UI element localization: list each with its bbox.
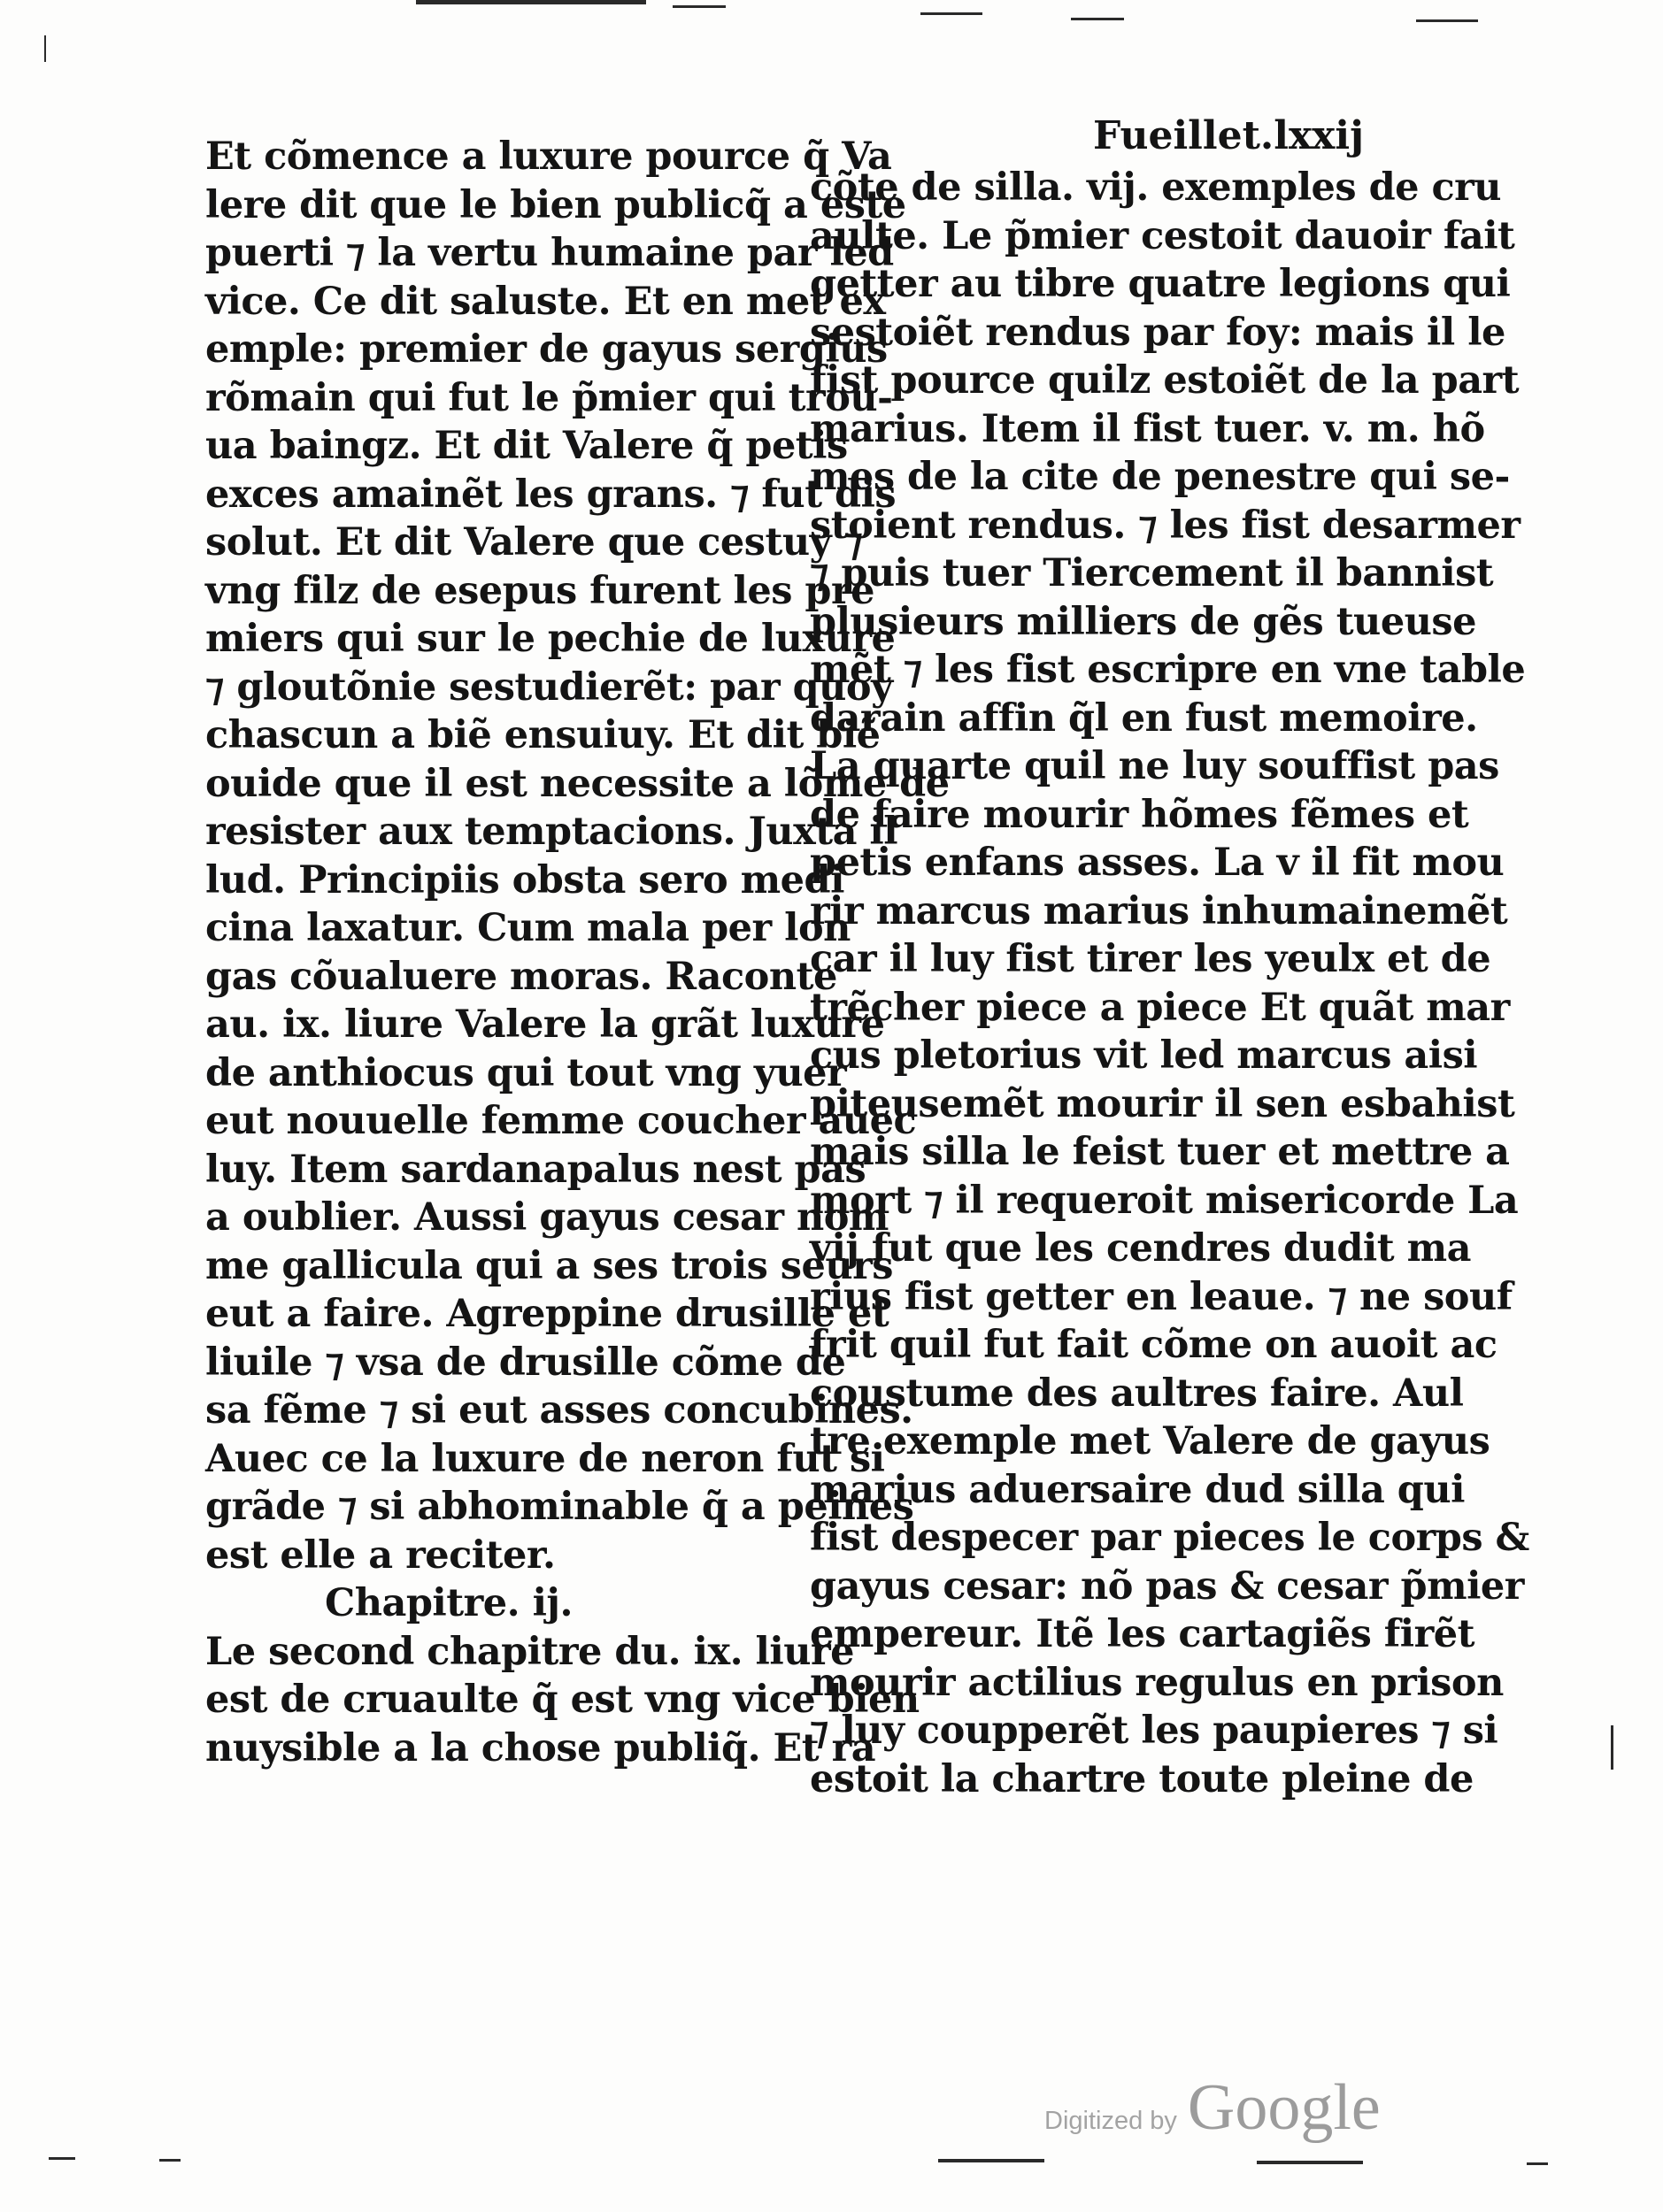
text-line: Et cõmence a luxure pource q̃ Va [205,134,892,179]
text-line: est elle a reciter. [205,1532,556,1578]
text-line: est de cruaulte q̃ est vng vice bien [205,1678,920,1722]
scan-edge-mark [44,35,46,62]
left-text-column [205,133,950,1772]
text-line: de anthiocus qui tout vng yuer [205,1050,847,1095]
text-line: vice. Ce dit saluste. Et en met ex [205,279,886,324]
text-line: eut a faire. Agreppine drusille et [205,1292,889,1336]
text-line: fist despecer par pieces le corps & [810,1516,1529,1560]
text-line: nuysible a la chose publiq̃. Et ra [205,1725,876,1770]
text-line: ⁊ luy coupperẽt les paupieres ⁊ si [810,1709,1498,1753]
text-line: puerti ⁊ la vertu humaine par led [205,231,894,275]
digitized-watermark [1044,2070,1381,2146]
text-line: cõte de silla. vij. exemples de cru [810,165,1502,210]
scan-edge-mark [1071,18,1124,20]
google-logo: Google [1187,2071,1381,2144]
scan-edge-mark [1416,19,1478,22]
text-line: piteusemẽt mourir il sen esbahist [810,1081,1515,1126]
text-line: rir marcus marius inhumainemẽt [810,888,1508,933]
text-line: eut nouuelle femme coucher auec [205,1099,917,1143]
text-line: lere dit que le bien publicq̃ a este [205,182,906,227]
scan-edge-mark [673,5,726,8]
text-line: empereur. Itẽ les cartagiẽs firẽt [810,1612,1474,1656]
text-line: marius aduersaire dud silla qui [810,1467,1465,1512]
scan-edge-mark [938,2159,1044,2162]
text-line: getter au tibre quatre legions qui [810,262,1511,306]
text-line: mort ⁊ il requeroit misericorde La [810,1178,1519,1223]
text-line: chascun a biẽ ensuiuy. Et dit biẽ [205,713,881,757]
text-line: a oublier. Aussi gayus cesar nom [205,1195,889,1240]
chapter-heading: Chapitre. ij. [325,1581,573,1625]
scan-edge-mark [1611,1725,1613,1770]
text-line: tre exemple met Valere de gayus [810,1419,1490,1463]
text-line: mais silla le feist tuer et mettre a [810,1130,1510,1174]
text-line: cina laxatur. Cum mala per lon [205,906,851,950]
text-line: cus pletorius vit led marcus aisi [810,1033,1478,1078]
text-line: solut. Et dit Valere que cestuy ⁊ [205,520,863,565]
text-line: fist pource quilz estoiẽt de la part [810,358,1520,403]
text-line: sa fẽme ⁊ si eut asses concubines. [205,1388,913,1432]
text-line: me gallicula qui a ses trois seurs [205,1243,893,1288]
scan-edge-mark [416,0,646,4]
text-line: darain affin q̃l en fust memoire. [810,695,1478,741]
right-text-column [810,164,1529,1803]
text-line: trẽcher piece a piece Et quãt mar [810,985,1510,1030]
watermark-prefix: Digitized by [1044,2107,1177,2135]
text-line: mẽt ⁊ les fist escripre en vne table [810,648,1526,692]
text-line: ⁊ gloutõnie sestudierẽt: par quoy [205,664,893,710]
text-line: ouide que il est necessite a lõme de [205,761,950,806]
text-line: resister aux temptacions. Juxta il [205,810,898,854]
text-line: miers qui sur le pechie de luxure [205,617,896,661]
scan-edge-mark [49,2157,75,2160]
scan-edge-mark [1527,2162,1548,2165]
text-line: mourir actilius regulus en prison [810,1660,1504,1705]
text-line: estoit la chartre toute pleine de [810,1756,1474,1801]
text-line: gayus cesar: nõ pas & cesar p̃mier [810,1563,1524,1609]
folio-number: Fueillet.lxxij [1093,113,1365,158]
scan-edge-mark [1257,2161,1363,2164]
text-line: vng filz de esepus furent les pre [205,568,874,613]
text-line: aulte. Le p̃mier cestoit dauoir fait [810,213,1515,258]
text-line: rõmain qui fut le p̃mier qui trou- [205,375,893,420]
text-line: mes de la cite de penestre qui se- [810,455,1510,499]
text-line: de faire mourir hõmes fẽmes et [810,792,1469,837]
text-line: grãde ⁊ si abhominable q̃ a peines [205,1485,914,1529]
text-line: exces amainẽt les grans. ⁊ fut dis [205,472,897,517]
text-line: lud. Principiis obsta sero medi [205,857,844,902]
text-line: stoient rendus. ⁊ les fist desarmer [810,503,1521,548]
text-line: luy. Item sardanapalus nest pas [205,1147,866,1192]
text-line: rius fist getter en leaue. ⁊ ne souf [810,1274,1513,1319]
scan-edge-mark [920,12,982,15]
text-line: coustume des aultres faire. Aul [810,1371,1464,1416]
scan-edge-mark [159,2159,181,2162]
text-line: emple: premier de gayus sergius [205,327,888,372]
text-line: liuile ⁊ vsa de drusille cõme de [205,1340,846,1385]
text-line: gas cõualuere moras. Raconte [205,954,837,999]
text-line: petis enfans asses. La v il fit mou [810,841,1505,885]
text-line: vij fut que les cendres dudit ma [810,1226,1471,1271]
text-line: plusieurs milliers de gẽs tueuse [810,599,1477,644]
text-line: Auec ce la luxure de neron fut si [205,1436,885,1481]
text-line: sestoiẽt rendus par foy: mais il le [810,310,1505,355]
text-line: Le second chapitre du. ix. liure [205,1629,854,1674]
text-line: frit quil fut fait cõme on auoit ac [810,1323,1497,1367]
text-line: ua baingz. Et dit Valere q̃ petis [205,424,848,468]
text-line: ⁊ puis tuer Tiercement il bannist [810,551,1494,595]
text-line: car il luy fist tirer les yeulx et de [810,937,1491,981]
text-line: marius. Item il fist tuer. v. m. hõ [810,406,1485,451]
text-line: au. ix. liure Valere la grãt luxure [205,1002,885,1047]
text-line: La quarte quil ne luy souffist pas [810,744,1499,788]
